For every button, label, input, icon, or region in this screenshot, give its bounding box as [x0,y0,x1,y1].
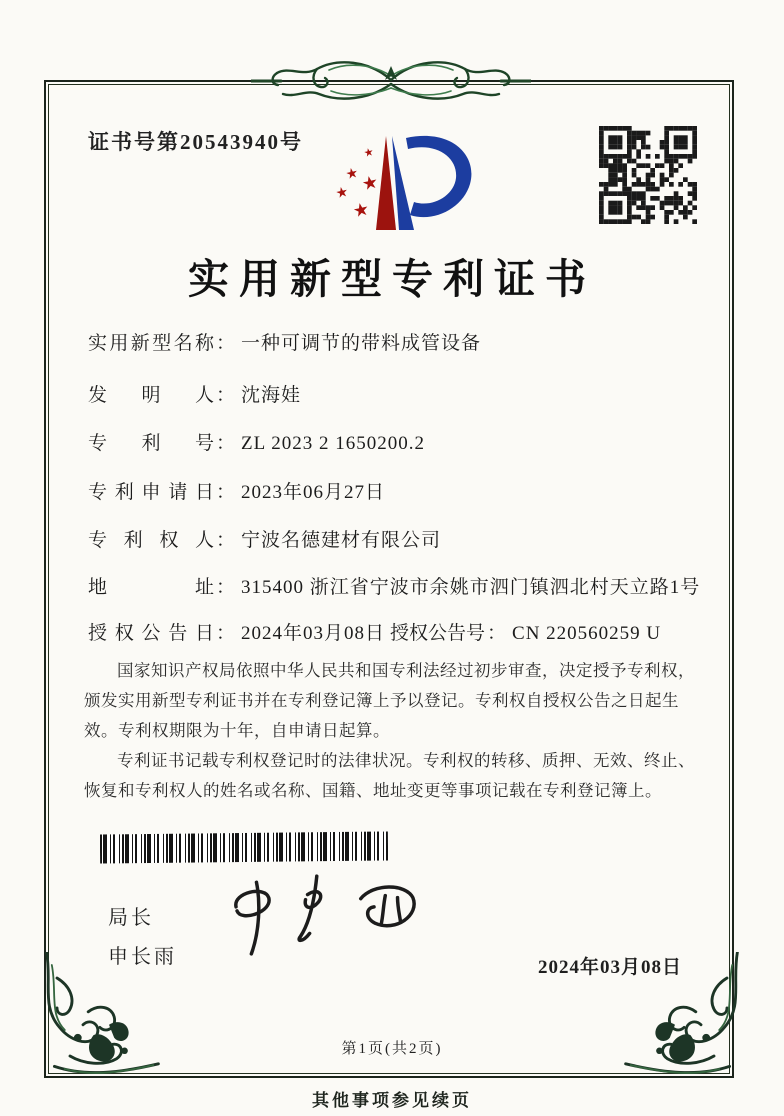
field-row-patentee [88,525,441,552]
signer-title: 局长 [108,907,154,929]
colon: ： [216,385,236,406]
colon: ： [487,623,507,644]
field-row-address [88,572,700,599]
field-row-filing-date [88,477,385,504]
signer-name: 申长雨 [108,946,177,968]
legal-paragraph-2: 专利证书记载专利权登记时的法律状况。专利权的转移、质押、无效、终止、恢复和专利权人的姓名或名称、国籍、地址变更等事项记载在专利登记簿上。 [84,751,695,801]
grant-date-label: 授权公告日 [88,623,214,644]
handwritten-signature [212,868,442,960]
field-value: ZL 2023 2 1650200.2 [241,433,426,454]
colon: ： [216,623,236,644]
field-label: 发明人 [88,385,214,406]
continuation-note: 其他事项参见续页 [312,1091,472,1110]
field-value: 一种可调节的带料成管设备 [241,333,482,354]
field-row-utility-model-name [88,328,481,355]
colon: ： [216,577,236,598]
star-icon: ★ [344,165,360,184]
field-label: 专利申请日 [88,482,214,503]
certificate-title: 实用新型专利证书 [188,256,596,302]
field-label: 实用新型名称 [88,333,214,354]
colon: ： [216,530,236,551]
page-indicator: 第1页(共2页) [341,1041,443,1057]
field-label: 专利号 [88,433,214,454]
barcode [100,831,388,863]
field-value: 315400 浙江省宁波市余姚市泗门镇泗北村天立路1号 [241,577,701,598]
issue-date: 2024年03月08日 [538,957,683,978]
star-icon: ★ [334,184,350,203]
field-label: 专利权人 [88,530,214,551]
certificate-number: 证书号第20543940号 [88,130,303,154]
field-value: 2023年06月27日 [241,482,386,503]
grant-number-value: CN 220560259 U [512,623,662,644]
field-row-inventor [88,380,301,407]
star-icon: ★ [362,146,375,160]
field-row-grant [88,618,708,645]
star-icon: ★ [351,198,372,222]
colon: ： [216,482,236,503]
cnipa-logo [322,130,478,238]
qr-code [599,126,697,224]
field-value: 宁波名德建材有限公司 [241,530,442,551]
field-value: 沈海娃 [241,385,302,406]
top-dragon-ornament [251,56,531,104]
colon: ： [216,433,236,454]
grant-date-value: 2024年03月08日 [241,623,386,644]
star-icon: ★ [360,171,381,195]
field-label: 地址 [88,577,214,598]
field-row-patent-number [88,428,425,455]
corner-flourish-bottom-left [30,952,162,1082]
grant-number-label: 授权公告号 [390,623,486,644]
legal-text-block [84,656,706,806]
legal-paragraph-1: 国家知识产权局依照中华人民共和国专利法经过初步审查，决定授予专利权，颁发实用新型专利证书并在专利登记簿上予以登记。专利权自授权公告之日起生效。专利权期限为十年，自申请日起算。 [84,661,695,741]
colon: ： [216,333,236,354]
